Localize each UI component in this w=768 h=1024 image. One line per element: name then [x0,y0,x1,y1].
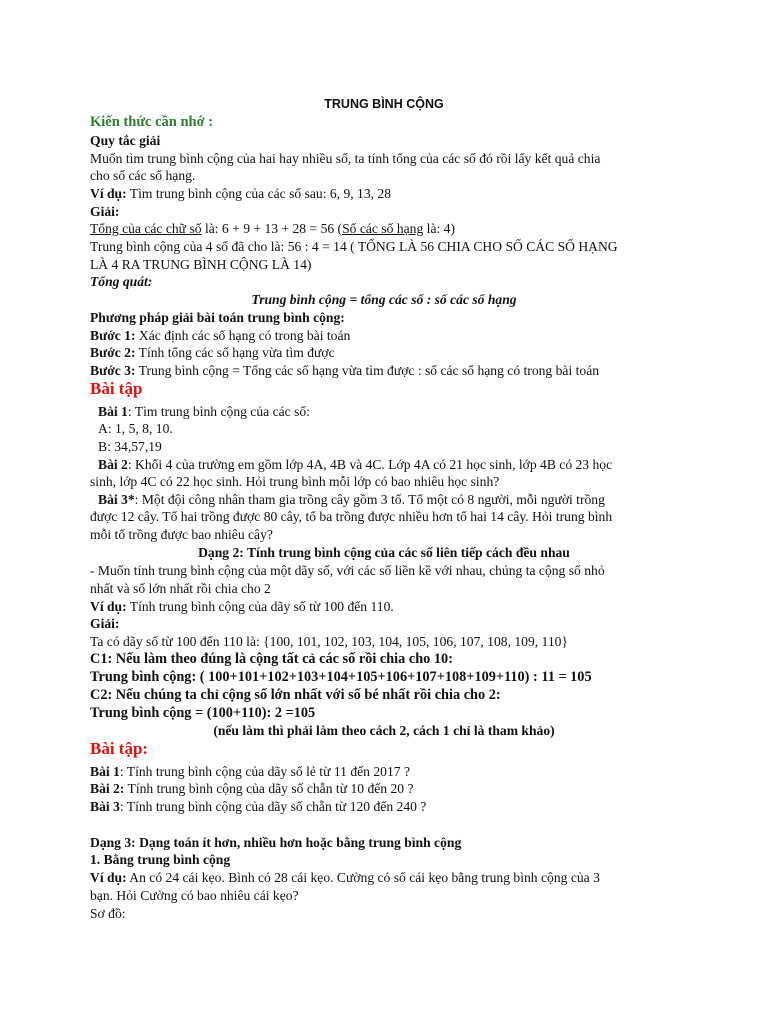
step-label: Bước 3: [90,363,136,378]
method-heading: Phương pháp giải bài toán trung bình cộng: [90,310,345,325]
average-line-2: LÀ 4 RA TRUNG BÌNH CỘNG LÀ 14) [90,257,312,272]
diagram-label: Sơ đồ: [90,906,126,921]
exercise-2-cont: sinh, lớp 4C có 22 học sinh. Hỏi trung bình mỗi lớp có bao nhiêu học sinh? [90,474,500,489]
practice-text: : Tính trung bình cộng của dãy số lẻ từ 11 đến 2017 ? [119,764,410,779]
step-2 [90,344,335,361]
exercise-label: Bài 2 [98,457,128,472]
type-2-rule-2: nhất và số lớn nhất rồi chia cho 2 [90,581,271,596]
average-line-1: Trung bình cộng của 4 số đã cho là: 56 : 4 = 14 ( TỔNG LÀ 56 CHIA CHO SỐ CÁC SỐ HẠNG [90,239,618,254]
example-label: Ví dụ: [90,186,127,201]
general-formula: Trung bình cộng = tổng các số : số các số hạng [251,292,517,307]
practice-label: Bài 1 [90,764,120,779]
practice-2 [90,780,414,797]
step-text: Xác định các số hạng có trong bài toán [135,328,351,343]
type-3-subheading: 1. Bằng trung bình cộng [90,852,231,867]
example-1 [90,185,391,202]
step-text: Trung bình cộng = Tổng các số hạng vừa tìm được : số các số hạng có trong bài toán [135,363,600,378]
practice-text: : Tính trung bình cộng của dãy số chẵn từ 120 đến 240 ? [119,799,427,814]
practice-label: Bài 3 [90,799,120,814]
exercise-heading-2: Bài tập: [90,739,149,758]
practice-label: Bài 2: [90,781,125,796]
exercise-label: Bài 1 [98,404,128,419]
step-label: Bước 2: [90,345,136,360]
step-1 [90,327,350,344]
general-label: Tổng quát: [90,274,153,289]
practice-text: Tính trung bình cộng của dãy số chẵn từ 10 đến 20 ? [124,781,414,796]
sum-term-label: Tổng của các chữ số [90,221,202,236]
sum-line [90,220,455,237]
step-label: Bước 1: [90,328,136,343]
step-text: Tính tổng các số hạng vừa tìm được [135,345,335,360]
exercise-heading-1: Bài tập [90,379,143,398]
example-label: Ví dụ: [90,870,127,885]
method-note: (nếu làm thì phải làm theo cách 2, cách 1 chỉ là tham khảo) [213,723,555,738]
solution-label-2: Giải: [90,616,120,631]
step-3 [90,362,599,379]
rule-line-2: cho số các số hạng. [90,168,196,183]
exercise-2 [98,456,612,473]
type-2-rule-1: - Muốn tính trung bình cộng của một dãy số, với các số liền kề với nhau, chúng ta cộng số nhỏ [90,563,605,578]
example-text: An có 24 cái kẹo. Bình có 28 cái kẹo. Cường có số cái kẹo bằng trung bình cộng của 3 [126,870,600,885]
rule-heading: Quy tắc giải [90,133,161,148]
example-3-cont: bạn. Hỏi Cường có bao nhiêu cái kẹo? [90,888,299,903]
practice-3 [90,798,426,815]
method-c1: C1: Nếu làm theo đúng là cộng tất cả các số rồi chia cho 10: [90,651,453,667]
exercise-text: : Khối 4 của trường em gồm lớp 4A, 4B và 4C. Lớp 4A có 21 học sinh, lớp 4B có 23 học [127,457,613,472]
count-value: là: 4) [423,221,455,236]
method-c2-calc: Trung bình cộng = (100+110): 2 =105 [90,705,316,721]
section-heading-kien-thuc: Kiến thức cần nhớ : [90,114,214,130]
method-c2: C2: Nếu chúng ta chỉ cộng số lớn nhất với số bé nhất rồi chia cho 2: [90,687,501,703]
practice-1 [90,763,410,780]
sequence-line: Ta có dãy số từ 100 đến 110 là: {100, 101, 102, 103, 104, 105, 106, 107, 108, 109, 110} [90,634,568,649]
exercise-3-cont-2: mỗi tổ trồng được bao nhiêu cây? [90,527,273,542]
example-2 [90,598,394,615]
type-2-heading: Dạng 2: Tính trung bình cộng của các số liên tiếp cách đều nhau [198,545,570,560]
exercise-1 [98,403,310,420]
exercise-3 [98,491,605,508]
exercise-1-b: B: 34,57,19 [98,439,162,454]
rule-line-1: Muốn tìm trung bình cộng của hai hay nhiều số, ta tính tổng của các số đó rồi lấy kết quả chia [90,151,601,166]
example-text: Tính trung bình cộng của dãy số từ 100 đến 110. [126,599,394,614]
page-title: TRUNG BÌNH CỘNG [324,97,444,111]
method-c1-calc: Trung bình cộng: ( 100+101+102+103+104+105+106+107+108+109+110) : 11 = 105 [90,669,592,685]
type-3-heading: Dạng 3: Dạng toán ít hơn, nhiều hơn hoặc bằng trung bình cộng [90,835,462,850]
example-3 [90,869,600,886]
exercise-1-a: A: 1, 5, 8, 10. [98,421,173,436]
sum-calc: là: 6 + 9 + 13 + 28 = 56 ( [201,221,343,236]
count-term-label: Số các số hạng [342,221,424,236]
solution-label-1: Giải: [90,204,120,219]
exercise-label: Bài 3* [98,492,135,507]
example-label: Ví dụ: [90,599,127,614]
exercise-3-cont-1: được 12 cây. Tổ hai trồng được 80 cây, tổ ba trồng được nhiều hơn tổ hai 14 cây. Hỏi trung bình [90,509,613,524]
example-text: Tìm trung bình cộng của các số sau: 6, 9, 13, 28 [126,186,392,201]
exercise-text: : Tìm trung bình cộng của các số: [127,404,310,419]
exercise-text: : Một đội công nhân tham gia trồng cây gồm 3 tổ. Tổ một có 8 người, mỗi người trồng [134,492,605,507]
